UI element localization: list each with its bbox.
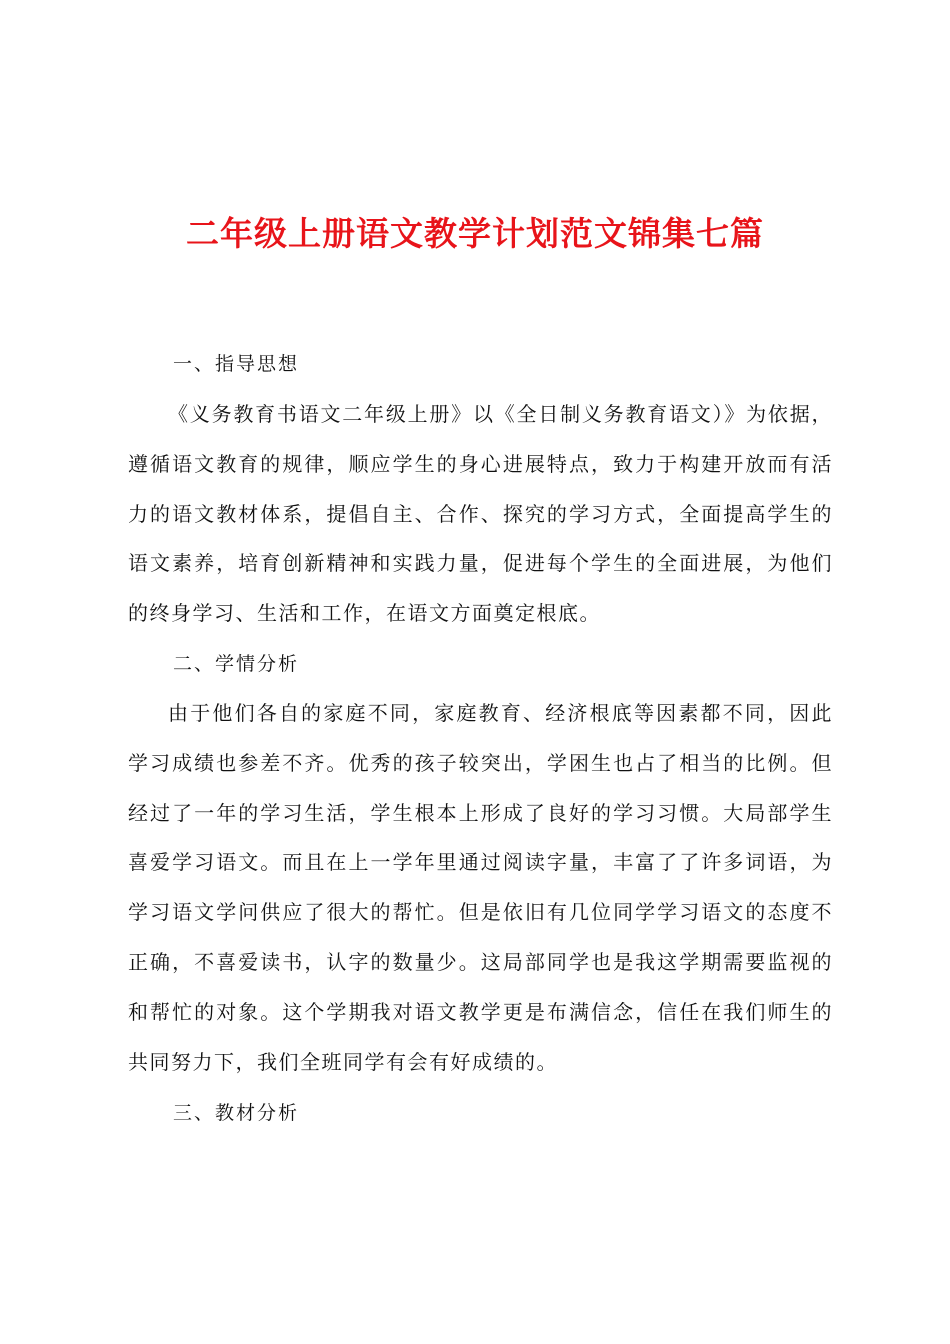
section-heading-student-analysis: 二、学情分析 (173, 653, 300, 675)
section-paragraph-student-analysis: 由于他们各自的家庭不同，家庭教育、经济根底等因素都不同，因此学习成绩也参差不齐。优秀的孩子较突出，学困生也占了相当的比例。但经过了一年的学习生活，学生根本上形成了良好的学习习惯。大局部学生喜爱学习语文。而且在上一学年里通过阅读字量，丰富了了许多词语，为学习语文学问供应了很大的帮忙。但是依旧有几位同学学习语文的态度不正确，不喜爱读书，认字的数量少。这局部同学也是我这学期需要监视的和帮忙的对象。这个学期我对语文教学更是布满信念，信任在我们师生的共同努力下，我们全班同学有会有好成绩的。 (128, 701, 833, 1074)
section-heading-textbook-analysis: 三、教材分析 (173, 1102, 300, 1124)
document-title: 二年级上册语文教学计划范文锦集七篇 (186, 214, 764, 253)
section-heading-guiding-thought: 一、指导思想 (173, 353, 300, 375)
section-paragraph-guiding-thought: 《义务教育书语文二年级上册》以《全日制义务教育语文）》为依据，遵循语文教育的规律，顺应学生的身心进展特点，致力于构建开放而有活力的语文教材体系，提倡自主、合作、探究的学习方式，全面提高学生的语文素养，培育创新精神和实践力量，促进每个学生的全面进展，为他们的终身学习、生活和工作，在语文方面奠定根底。 (128, 402, 833, 626)
